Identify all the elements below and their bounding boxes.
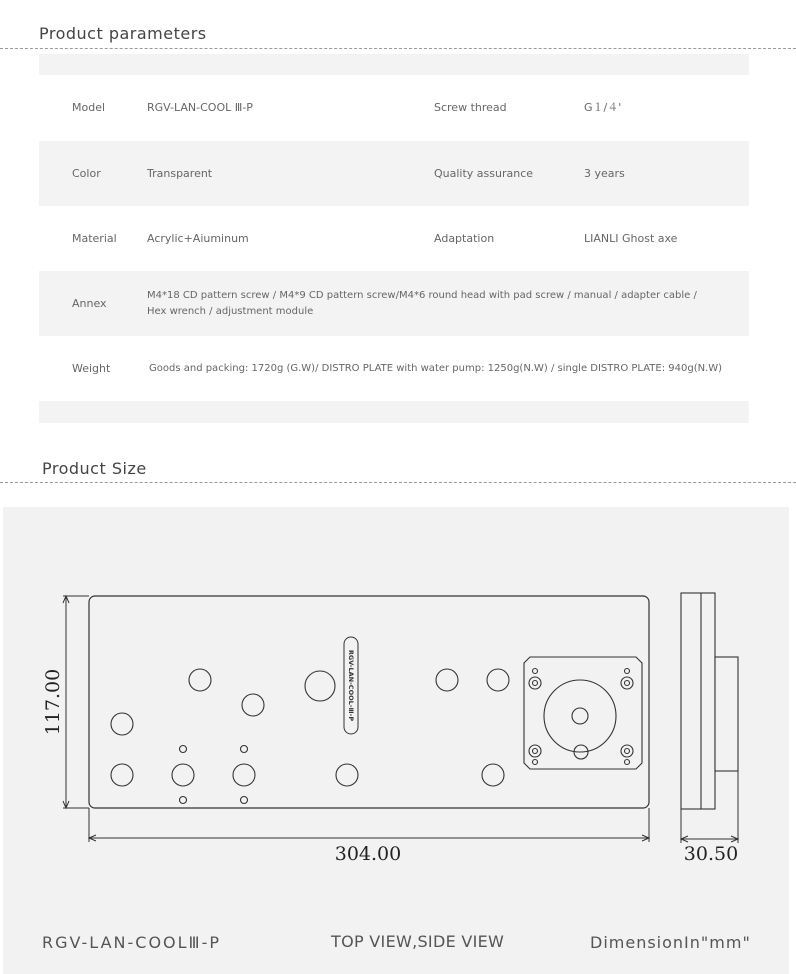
row-value: LIANLI Ghost axe [584, 231, 678, 245]
parameters-title: Product parameters [39, 24, 207, 43]
row-label: Adaptation [434, 231, 495, 245]
thickness-dimension: 30.50 [683, 843, 739, 865]
caption-views: TOP VIEW,SIDE VIEW [331, 932, 505, 951]
row-label: Annex [72, 296, 107, 310]
row-value: RGV-LAN-COOL Ⅲ-P [147, 101, 253, 114]
caption-model: RGV-LAN-COOLⅢ-P [42, 933, 221, 952]
annex-line-1: M4*18 CD pattern screw / M4*9 CD pattern screw/M4*6 round head with pad screw / manual / adapter cable / [147, 289, 697, 301]
size-title: Product Size [42, 459, 147, 478]
row-value: Goods and packing: 1720g (G.W)/ DISTRO PLATE with water pump: 1250g(N.W) / single DISTRO PLATE: 940g(N.W) [149, 362, 723, 374]
row-label: Weight [72, 361, 111, 375]
row-value: Acrylic+Aiuminum [147, 231, 249, 245]
row-label: Material [72, 231, 117, 245]
row-label: Model [72, 101, 106, 114]
annex-line-2: Hex wrench / adjustment module [147, 305, 314, 317]
row-label: Quality assurance [434, 166, 534, 180]
row-label: Screw thread [434, 101, 507, 114]
row-value: 3 years [584, 166, 625, 180]
row-label: Color [72, 166, 101, 180]
side-view [681, 593, 738, 809]
height-dimension: 117.00 [42, 668, 64, 736]
caption-units: DimensionIn"mm" [590, 933, 751, 952]
width-dimension: 304.00 [334, 843, 402, 865]
row-value: Transparent [147, 166, 213, 180]
row-value: G１/４' [584, 101, 622, 114]
engraving-text: RGV-LAN-COOL-Ⅲ-P [347, 649, 355, 722]
plate-outline [89, 596, 649, 808]
